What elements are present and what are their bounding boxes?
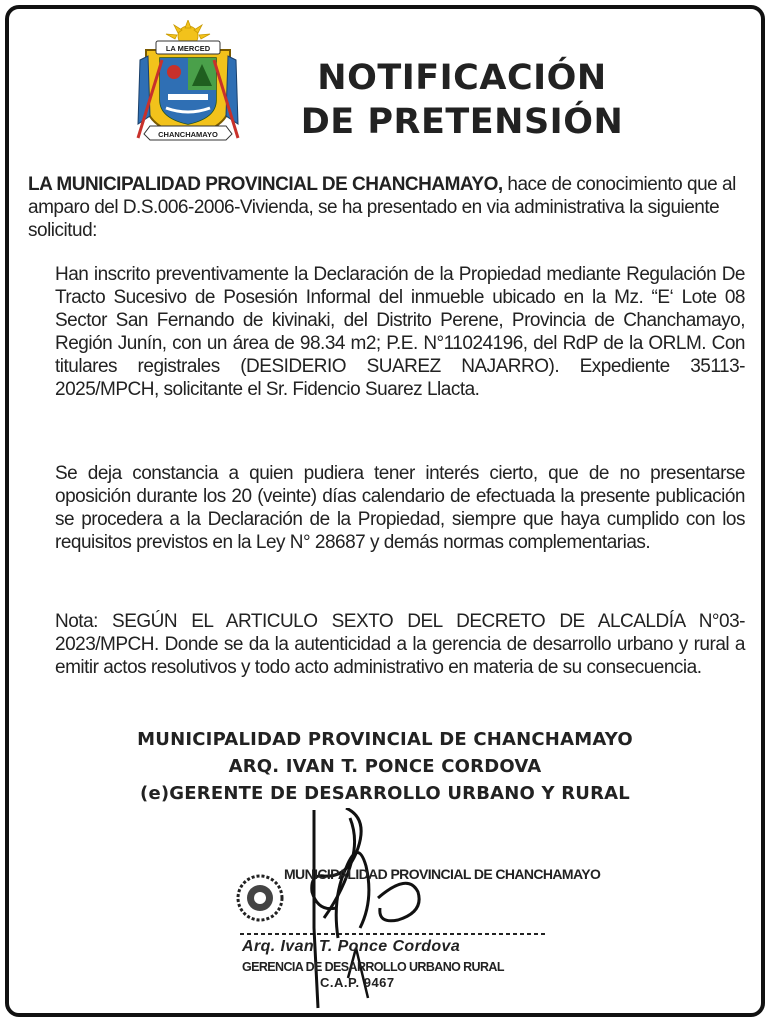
intro-rest-text: hace de conocimiento que al amparo del D.S.006-2006-Vivienda, se ha presentado en via administrativa la siguiente solicitud:	[28, 174, 736, 241]
signature-line-3: (e)GERENTE DE DESARROLLO URBANO Y RURAL	[140, 783, 630, 804]
title-line-1: NOTIFICACIÓN	[317, 58, 607, 98]
title-line-2: DE PRETENSIÓN	[300, 102, 624, 142]
stamp-department: GERENCIA DE DESARROLLO URBANO RURAL	[242, 960, 504, 974]
intro-paragraph	[28, 173, 746, 242]
official-stamp	[228, 808, 601, 1013]
signature-line-1: MUNICIPALIDAD PROVINCIAL DE CHANCHAMAYO	[137, 729, 633, 750]
round-seal-icon	[238, 876, 282, 920]
stamp-cap-number: C.A.P. 9467	[320, 975, 395, 990]
paragraph-note: Nota: SEGÚN EL ARTICULO SEXTO DEL DECRETO DE ALCALDÍA N°03-2023/MPCH. Donde se da la autenticidad a la gerencia de desarrollo urbano y rural a emitir actos resolutivos y todo acto administrativo en materia de su consecuencia.	[55, 611, 745, 678]
stamp-name: Arq. Ivan T. Ponce Cordova	[242, 938, 461, 955]
crest-banner-text: LA MERCED	[165, 44, 211, 53]
notice-title	[262, 56, 662, 144]
stamp-institution: MUNICIPALIDAD PROVINCIAL DE CHANCHAMAYO	[284, 866, 601, 882]
paragraph-registration: Han inscrito preventivamente la Declaración de la Propiedad mediante Regulación De Tracto Sucesivo de Posesión Informal del inmueble ubicado en la Mz. “E‘ Lote 08 Sector San Fernando de kivinaki, del Distrito Perene, Provincia de Chanchamayo, Región Junín, con un área de 98.34 m2; P.E. N°11024196, del RdP de la ORLM. Con titulares registrales (DESIDERIO SUAREZ NAJARRO). Expediente 35113-2025/MPCH, solicitante el Sr. Fidencio Suarez Llacta.	[55, 264, 745, 400]
signature-line-2: ARQ. IVAN T. PONCE CORDOVA	[228, 756, 542, 777]
signature-block	[60, 726, 710, 807]
crest-bottom-text: CHANCHAMAYO	[158, 130, 218, 139]
intro-bold-text: LA MUNICIPALIDAD PROVINCIAL DE CHANCHAMAYO,	[28, 174, 503, 195]
paragraph-notice: Se deja constancia a quien pudiera tener interés cierto, que de no presentarse oposición durante los 20 (veinte) días calendario de efectuada la presente publicación se procedera a la Declaración de la Propiedad, siempre que haya cumplido con los requisitos previstos en la Ley N° 28687 y demás normas complementarias.	[55, 463, 745, 553]
municipal-crest-icon	[132, 20, 244, 144]
